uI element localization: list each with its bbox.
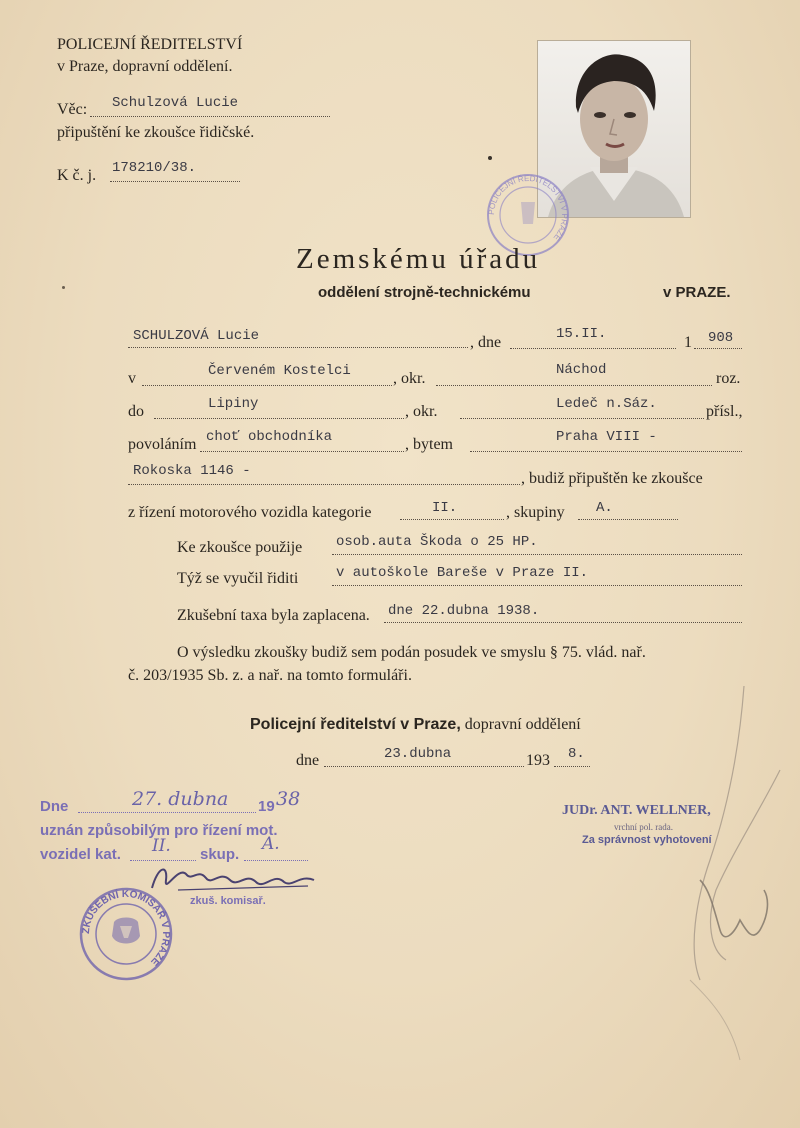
applicant-name: SCHULZOVÁ Lucie: [133, 328, 260, 344]
skupiny-label: , skupiny: [506, 504, 565, 521]
category-value: II.: [432, 500, 458, 516]
do-label: do: [128, 403, 144, 420]
exam-year: 38: [276, 788, 301, 810]
bytem-label: , bytem: [405, 436, 453, 453]
official-correctness: Za správnost vyhotovení: [582, 834, 712, 846]
office-department: v Praze, dopravní oddělení.: [57, 58, 233, 75]
dne-label: , dne: [470, 334, 502, 351]
seal-text: ZKUŠEBNÍ KOMISAŘ V PRAZE: [80, 888, 172, 968]
occupation-line: [200, 451, 404, 452]
residence-1: Praha VIII -: [556, 429, 657, 445]
taxa-label: Zkušební taxa byla zaplacena.: [177, 607, 370, 624]
issuing-office: [250, 716, 581, 734]
issuing-office-bold: Policejní ředitelství v Praze,: [250, 716, 461, 733]
exam-skup-label: skup.: [200, 846, 240, 863]
birthdate-line: [510, 348, 676, 349]
exam-dne-label: Dne: [40, 798, 69, 815]
exam-result: uznán způsobilým pro řízení mot.: [40, 822, 278, 839]
category-line: [400, 519, 504, 520]
addressee-city: v PRAZE.: [663, 284, 731, 301]
office-name: POLICEJNÍ ŘEDITELSTVÍ: [57, 36, 243, 53]
exam-kat: II.: [152, 836, 171, 856]
issue-year: 8.: [568, 746, 585, 762]
okr-label-2: , okr.: [405, 403, 438, 420]
official-name: JUDr. ANT. WELLNER,: [562, 803, 711, 818]
prisl-label: přísl.,: [706, 403, 743, 420]
ink-speck: [62, 286, 65, 289]
kategorie-text: z řízení motorového vozidla kategorie: [128, 504, 372, 521]
issuing-office-rest: dopravní oddělení: [460, 716, 581, 733]
group-value: A.: [596, 500, 613, 516]
kcj-value: 178210/38.: [112, 160, 197, 176]
addressee-title: Zemskému úřadu: [296, 243, 541, 275]
birth-day: 15.II.: [556, 326, 607, 342]
residence-2: Rokoska 1146 -: [133, 463, 251, 479]
paragraph-line-2: č. 203/1935 Sb. z. a nař. na tomto formuláři.: [128, 667, 412, 684]
year-prefix: 1: [684, 334, 692, 351]
school-line: [332, 585, 742, 586]
kcj-label: K č. j.: [57, 167, 97, 184]
taxa-value: dne 22.dubna 1938.: [388, 603, 540, 619]
issue-date: 23.dubna: [384, 746, 452, 762]
residence-line-2: [128, 484, 520, 485]
vec-label: Věc:: [57, 101, 88, 118]
exam-date: 27. dubna: [132, 788, 229, 810]
group-line: [578, 519, 678, 520]
commissioner-seal: [78, 886, 174, 982]
issue-year-line: [554, 766, 590, 767]
paragraph-line-1: O výsledku zkoušky budiž sem podán posudek ve smyslu § 75. vlád. nař.: [177, 644, 646, 661]
exam-vozidel-label: vozidel kat.: [40, 846, 121, 863]
v-label: v: [128, 370, 136, 387]
occupation: choť obchodníka: [206, 429, 333, 445]
domicile-line: [154, 418, 404, 419]
subject-line: připuštění ke zkoušce řidičské.: [57, 124, 255, 141]
photo-stamp-text: POLICEJNÍ ŘEDITELSTVÍ V PRAZE: [486, 173, 570, 243]
povolanim-label: povoláním: [128, 436, 197, 453]
birthplace-line: [142, 385, 392, 386]
pouzije-label: Ke zkoušce použije: [177, 539, 303, 556]
vehicle-line: [332, 554, 742, 555]
exam-year-prefix: 19: [258, 798, 275, 815]
name-line: [128, 347, 468, 348]
issue-year-prefix: 193: [526, 752, 550, 769]
residence-line-1: [470, 451, 742, 452]
district-line-2: [460, 418, 704, 419]
domicile-district: Ledeč n.Sáz.: [556, 396, 657, 412]
vehicle-value: osob.auta Škoda o 25 HP.: [336, 534, 538, 550]
exam-skup: A.: [262, 834, 280, 854]
official-rank: vrchní pol. rada.: [614, 822, 673, 832]
birth-district: Náchod: [556, 362, 607, 378]
year-line: [694, 348, 742, 349]
pencil-signature: [670, 680, 790, 1080]
vec-line: [90, 116, 330, 117]
commissioner-label: zkuš. komisař.: [190, 895, 266, 907]
vycuil-label: Týž se vyučil řiditi: [177, 570, 299, 587]
issue-date-line: [324, 766, 524, 767]
taxa-line: [384, 622, 742, 623]
ink-dot: [488, 156, 492, 160]
vec-value: Schulzová Lucie: [112, 95, 239, 111]
addressee-department: oddělení strojně-technickému: [318, 284, 531, 301]
birthplace: Červeném Kostelci: [208, 363, 351, 379]
issue-dne-label: dne: [296, 752, 320, 769]
admitted-text: , budiž připuštěn ke zkoušce: [521, 470, 703, 487]
birth-year: 908: [708, 330, 734, 346]
domicile: Lipiny: [208, 396, 259, 412]
kcj-line: [110, 181, 240, 182]
school-value: v autoškole Bareše v Praze II.: [336, 565, 589, 581]
okr-label-1: , okr.: [393, 370, 426, 387]
exam-date-line: [78, 812, 256, 813]
district-line-1: [436, 385, 712, 386]
roz-label: roz.: [716, 370, 741, 387]
